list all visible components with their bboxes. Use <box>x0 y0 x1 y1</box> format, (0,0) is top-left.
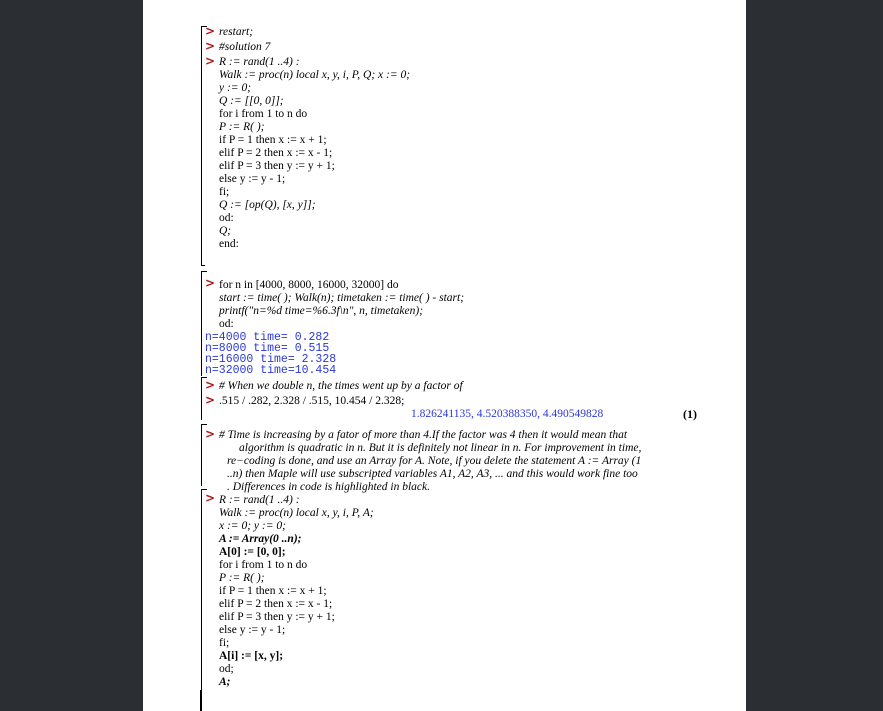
group1-bracket-tick-bottom <box>201 265 205 266</box>
code-line[interactable]: end: <box>219 238 239 250</box>
group4-bracket-tick <box>201 424 207 425</box>
code-line[interactable]: if P = 1 then x := x + 1; <box>219 585 327 597</box>
code-line[interactable]: else y := y - 1; <box>219 624 286 636</box>
code-line[interactable]: R := rand(1 ..4) : <box>219 494 300 506</box>
code-line[interactable]: x := 0; y := 0; <box>219 520 286 532</box>
text-cursor <box>200 690 201 711</box>
code-line[interactable]: start := time( ); Walk(n); timetaken := time( ) - start; <box>219 292 465 304</box>
code-line[interactable]: elif P = 2 then x := x - 1; <box>219 598 333 610</box>
prompt-icon: > <box>205 54 216 68</box>
printf-output-line: n=16000 time= 2.328 <box>205 353 337 366</box>
comment-line[interactable]: # Time is increasing by a fator of more than 4.If the factor was 4 then it would mean that <box>219 429 628 441</box>
group5-bracket-tick <box>201 489 207 490</box>
code-line[interactable]: od; <box>219 663 234 675</box>
ratio-input[interactable]: .515 / .282, 2.328 / .515, 10.454 / 2.328; <box>219 395 405 407</box>
code-line[interactable]: P := R( ); <box>219 572 265 584</box>
code-line[interactable]: A; <box>219 676 231 688</box>
prompt-icon: > <box>205 427 216 441</box>
prompt-icon: > <box>205 276 216 290</box>
code-line[interactable]: elif P = 3 then y := y + 1; <box>219 160 335 172</box>
code-line[interactable]: elif P = 2 then x := x - 1; <box>219 147 333 159</box>
prompt-icon: > <box>205 39 216 53</box>
printf-output-line: n=32000 time=10.454 <box>205 364 337 377</box>
code-line[interactable]: Q; <box>219 225 232 237</box>
comment-line[interactable]: algorithm is quadratic in n. But it is definitely not linear in n. For improvement in time, <box>239 442 642 454</box>
code-line[interactable]: printf("n=%d time=%6.3f\n", n, timetaken); <box>219 305 424 317</box>
code-line[interactable]: for i from 1 to n do <box>219 559 308 571</box>
code-line[interactable]: A[0] := [0, 0]; <box>219 546 286 558</box>
code-line[interactable]: else y := y - 1; <box>219 173 286 185</box>
group2-bracket[interactable] <box>201 271 202 376</box>
code-line[interactable]: fi; <box>219 186 230 198</box>
code-line[interactable]: Q := [[0, 0]]; <box>219 95 284 107</box>
code-line[interactable]: od: <box>219 212 234 224</box>
worksheet-page <box>143 0 746 711</box>
prompt-icon: > <box>205 24 216 38</box>
group5-bracket[interactable] <box>201 489 202 711</box>
restart-command[interactable]: restart; <box>219 26 254 38</box>
equation-label: (1) <box>683 407 697 421</box>
prompt-icon: > <box>205 378 216 392</box>
comment-line[interactable]: ..n) then Maple will use subscripted variables A1, A2, A3, ... and this would work fine too <box>227 468 638 480</box>
comment-line[interactable]: # When we double n, the times went up by a factor of <box>219 380 463 392</box>
code-line[interactable]: A := Array(0 ..n); <box>219 533 302 545</box>
group4-bracket[interactable] <box>201 424 202 486</box>
code-line[interactable]: if P = 1 then x := x + 1; <box>219 134 327 146</box>
group2-bracket-tick <box>201 271 207 272</box>
code-line[interactable]: elif P = 3 then y := y + 1; <box>219 611 335 623</box>
code-line[interactable]: for n in [4000, 8000, 16000, 32000] do <box>219 279 399 291</box>
code-line[interactable]: for i from 1 to n do <box>219 108 308 120</box>
printf-output-line: n=4000 time= 0.282 <box>205 331 330 344</box>
code-line[interactable]: Walk := proc(n) local x, y, i, P, A; <box>219 507 374 519</box>
group3-bracket[interactable] <box>201 377 202 420</box>
comment-line[interactable]: re−coding is done, and use an Array for A. Note, if you delete the statement A := Array (1 <box>227 455 642 467</box>
prompt-icon: > <box>205 393 216 407</box>
code-line[interactable]: A[i] := [x, y]; <box>219 650 284 662</box>
code-line[interactable]: P := R( ); <box>219 121 265 133</box>
group1-bracket[interactable] <box>201 26 202 266</box>
prompt-icon: > <box>205 491 216 505</box>
code-line[interactable]: R := rand(1 ..4) : <box>219 56 300 68</box>
code-line[interactable]: od: <box>219 318 234 330</box>
code-line[interactable]: y := 0; <box>219 82 252 94</box>
ratio-result: 1.826241135, 4.520388350, 4.490549828 <box>411 408 604 420</box>
comment-line[interactable]: . Differences in code is highlighted in black. <box>227 481 431 493</box>
code-line[interactable]: Walk := proc(n) local x, y, i, P, Q; x := 0; <box>219 69 411 81</box>
code-line[interactable]: fi; <box>219 637 230 649</box>
code-line[interactable]: Q := [op(Q), [x, y]]; <box>219 199 316 211</box>
printf-output-line: n=8000 time= 0.515 <box>205 342 330 355</box>
solution-comment[interactable]: #solution 7 <box>219 41 271 53</box>
